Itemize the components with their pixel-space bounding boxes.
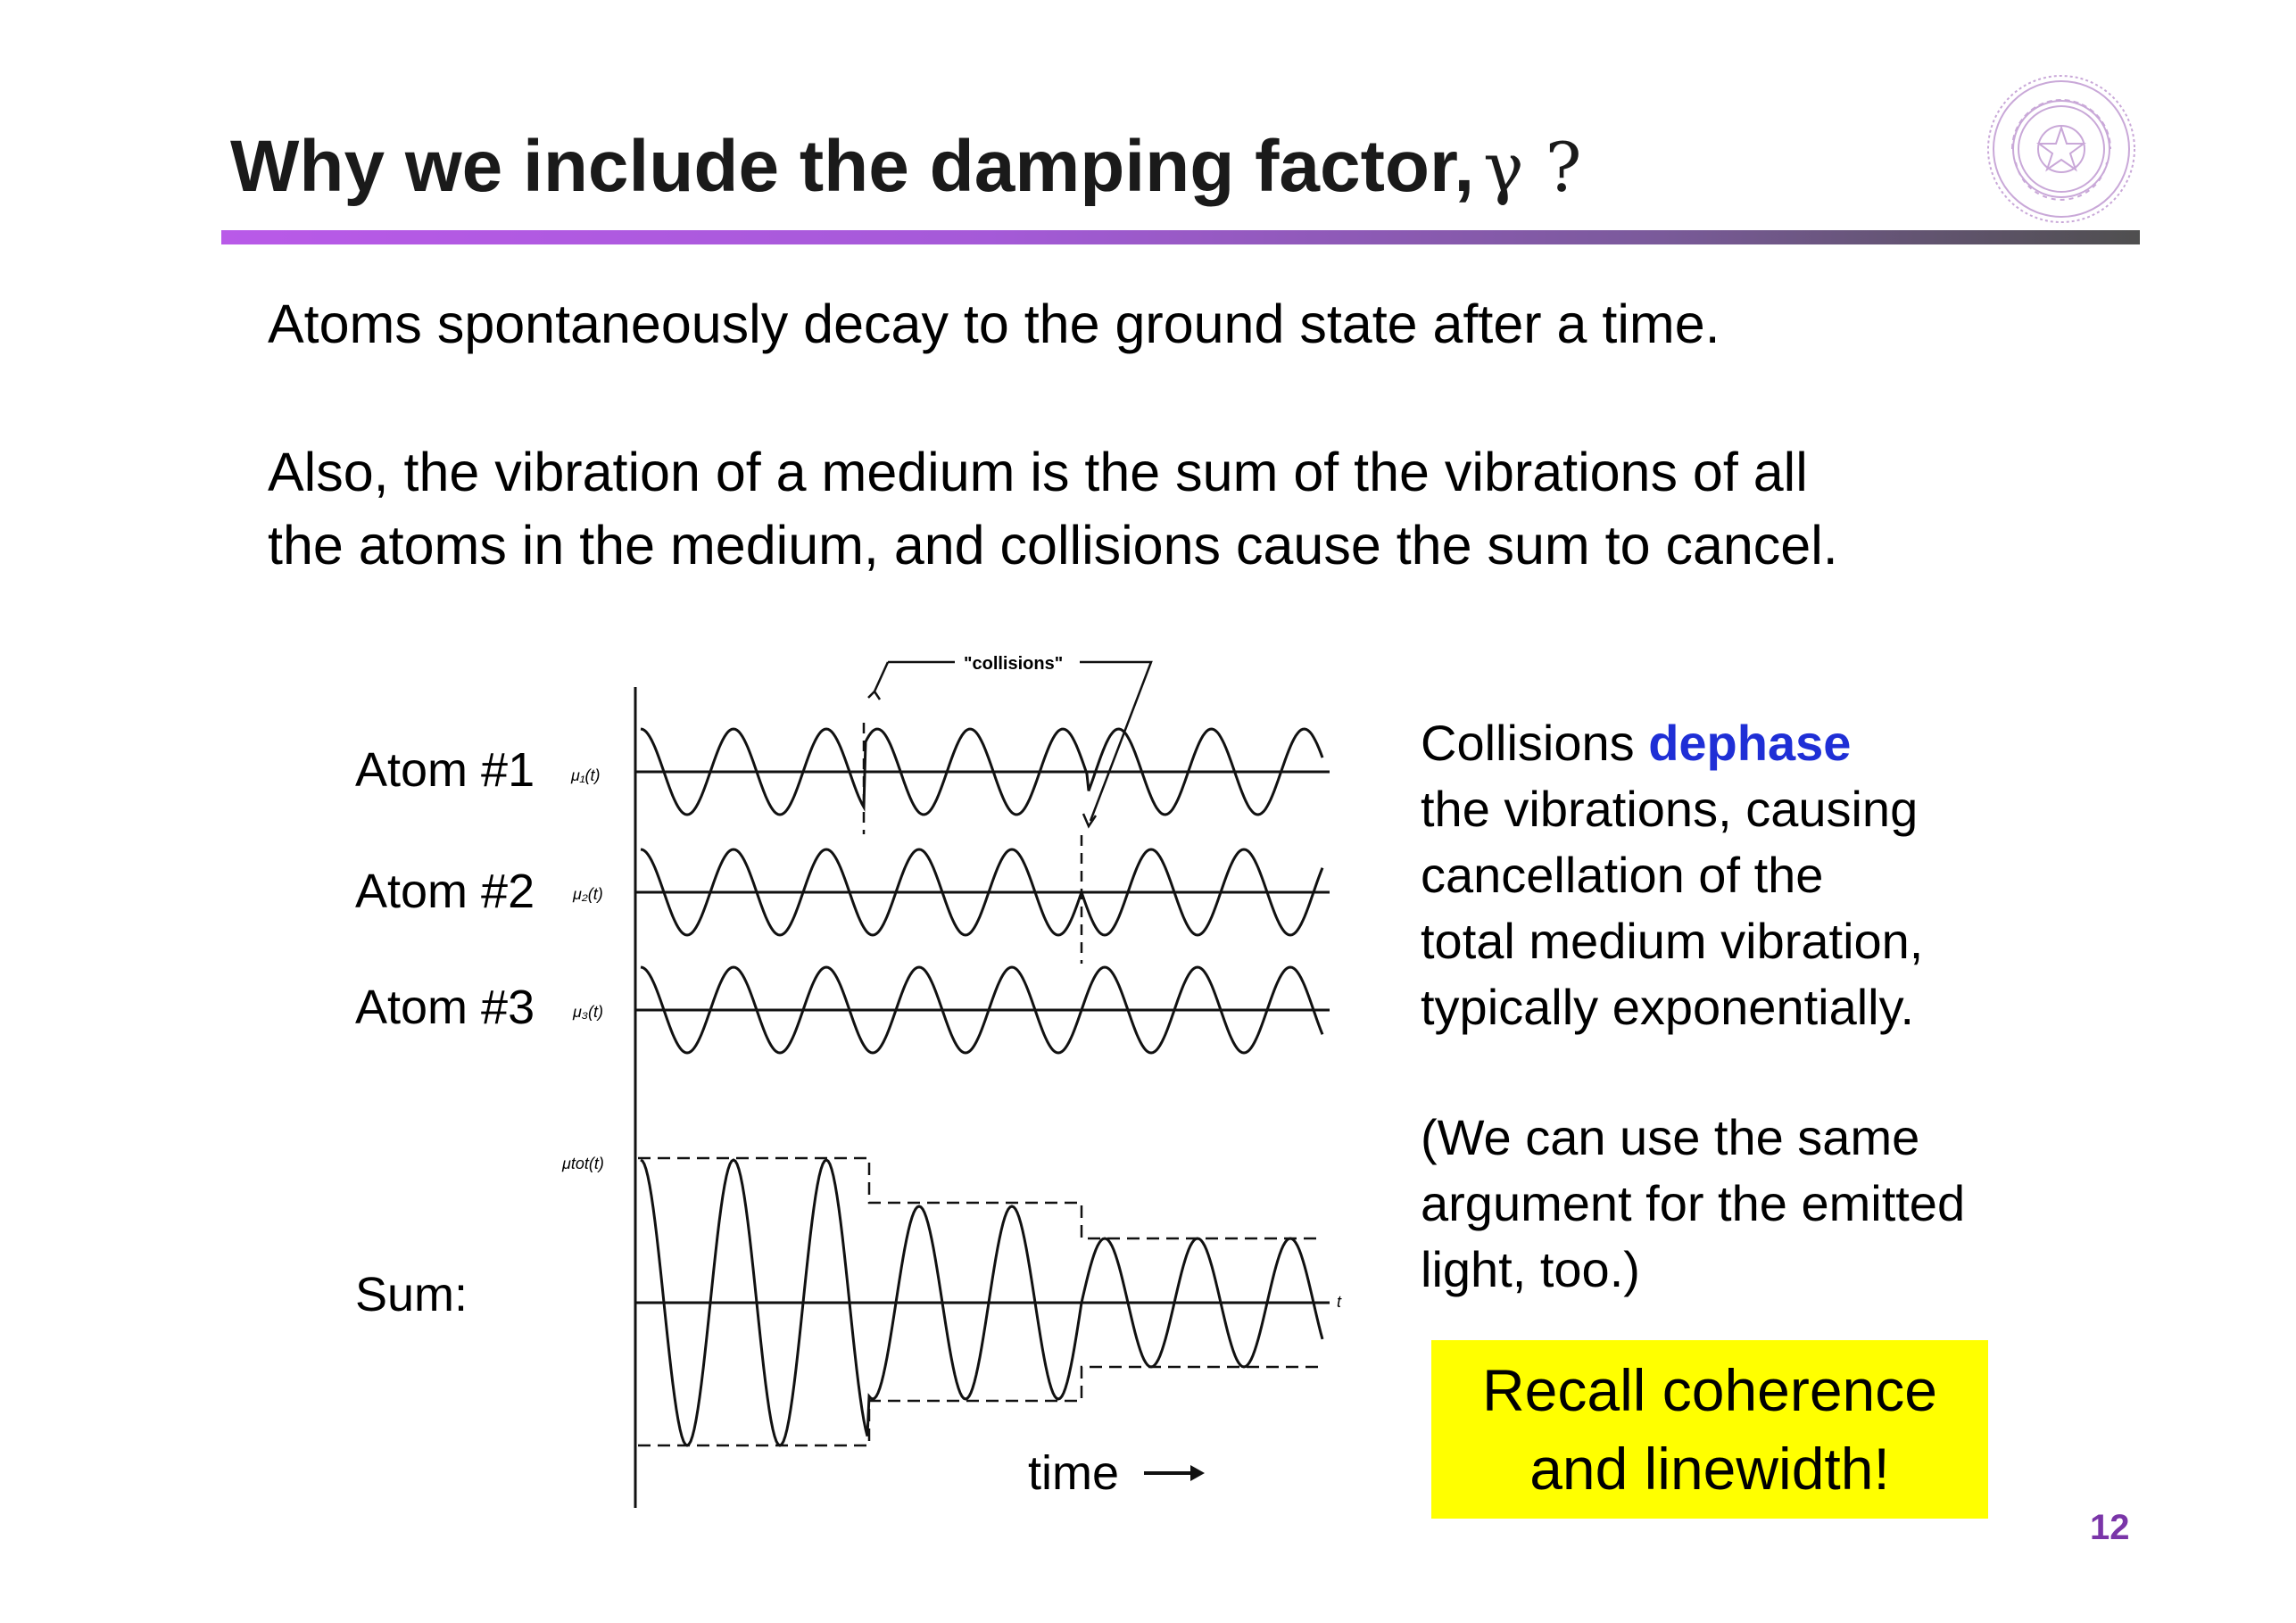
side-text-line-5: typically exponentially. <box>1421 979 1915 1035</box>
mu-2-label: μ₂(t) <box>573 885 603 903</box>
recall-line-2: and linewidth! <box>1529 1436 1890 1502</box>
waveform-diagram <box>535 625 1392 1517</box>
paragraph-1: Atoms spontaneously decay to the ground state after a time. <box>268 294 1720 354</box>
side-text-line-3: cancellation of the <box>1421 847 1824 903</box>
sum-label: Sum: <box>355 1268 468 1321</box>
side-text-line-2: the vibrations, causing <box>1421 781 1919 837</box>
side-text-line-6: (We can use the same <box>1421 1109 1920 1165</box>
atom-1-label: Atom #1 <box>355 743 535 797</box>
side-text-line-1 <box>1421 710 1851 776</box>
collisions-label: "collisions" <box>964 654 1064 674</box>
side-text-line-7: argument for the emitted <box>1421 1175 1966 1231</box>
t-label: t <box>1337 1293 1342 1311</box>
slide-title <box>230 125 1582 209</box>
arrow-right-icon <box>1144 1460 1206 1486</box>
atom-3-label: Atom #3 <box>355 981 535 1034</box>
dephase-highlight: dephase <box>1648 715 1852 771</box>
side-text-line-8: light, too.) <box>1421 1241 1640 1297</box>
time-label: time <box>1028 1446 1120 1500</box>
paragraph-2-line-1: Also, the vibration of a medium is the sum of the vibrations of all <box>268 442 1808 502</box>
collision-markers <box>864 662 1151 964</box>
side-text-prefix: Collisions <box>1421 715 1649 771</box>
paragraph-2-line-2: the atoms in the medium, and collisions cause the sum to cancel. <box>268 515 1838 576</box>
atom-2-label: Atom #2 <box>355 865 535 918</box>
mu-tot-label: μtot(t) <box>562 1155 604 1172</box>
slide-title-text: Why we include the damping factor, <box>230 126 1475 207</box>
recall-line-1: Recall coherence <box>1482 1357 1937 1423</box>
university-seal-icon <box>1985 73 2137 225</box>
mu-3-label: μ₃(t) <box>573 1003 603 1021</box>
recall-callout <box>1431 1340 1988 1519</box>
title-underline <box>221 230 2140 244</box>
gamma-symbol: γ ? <box>1483 128 1582 207</box>
page-number: 12 <box>2090 1508 2130 1547</box>
mu-1-label: μ₁(t) <box>571 766 601 784</box>
side-text-line-4: total medium vibration, <box>1421 913 1924 969</box>
